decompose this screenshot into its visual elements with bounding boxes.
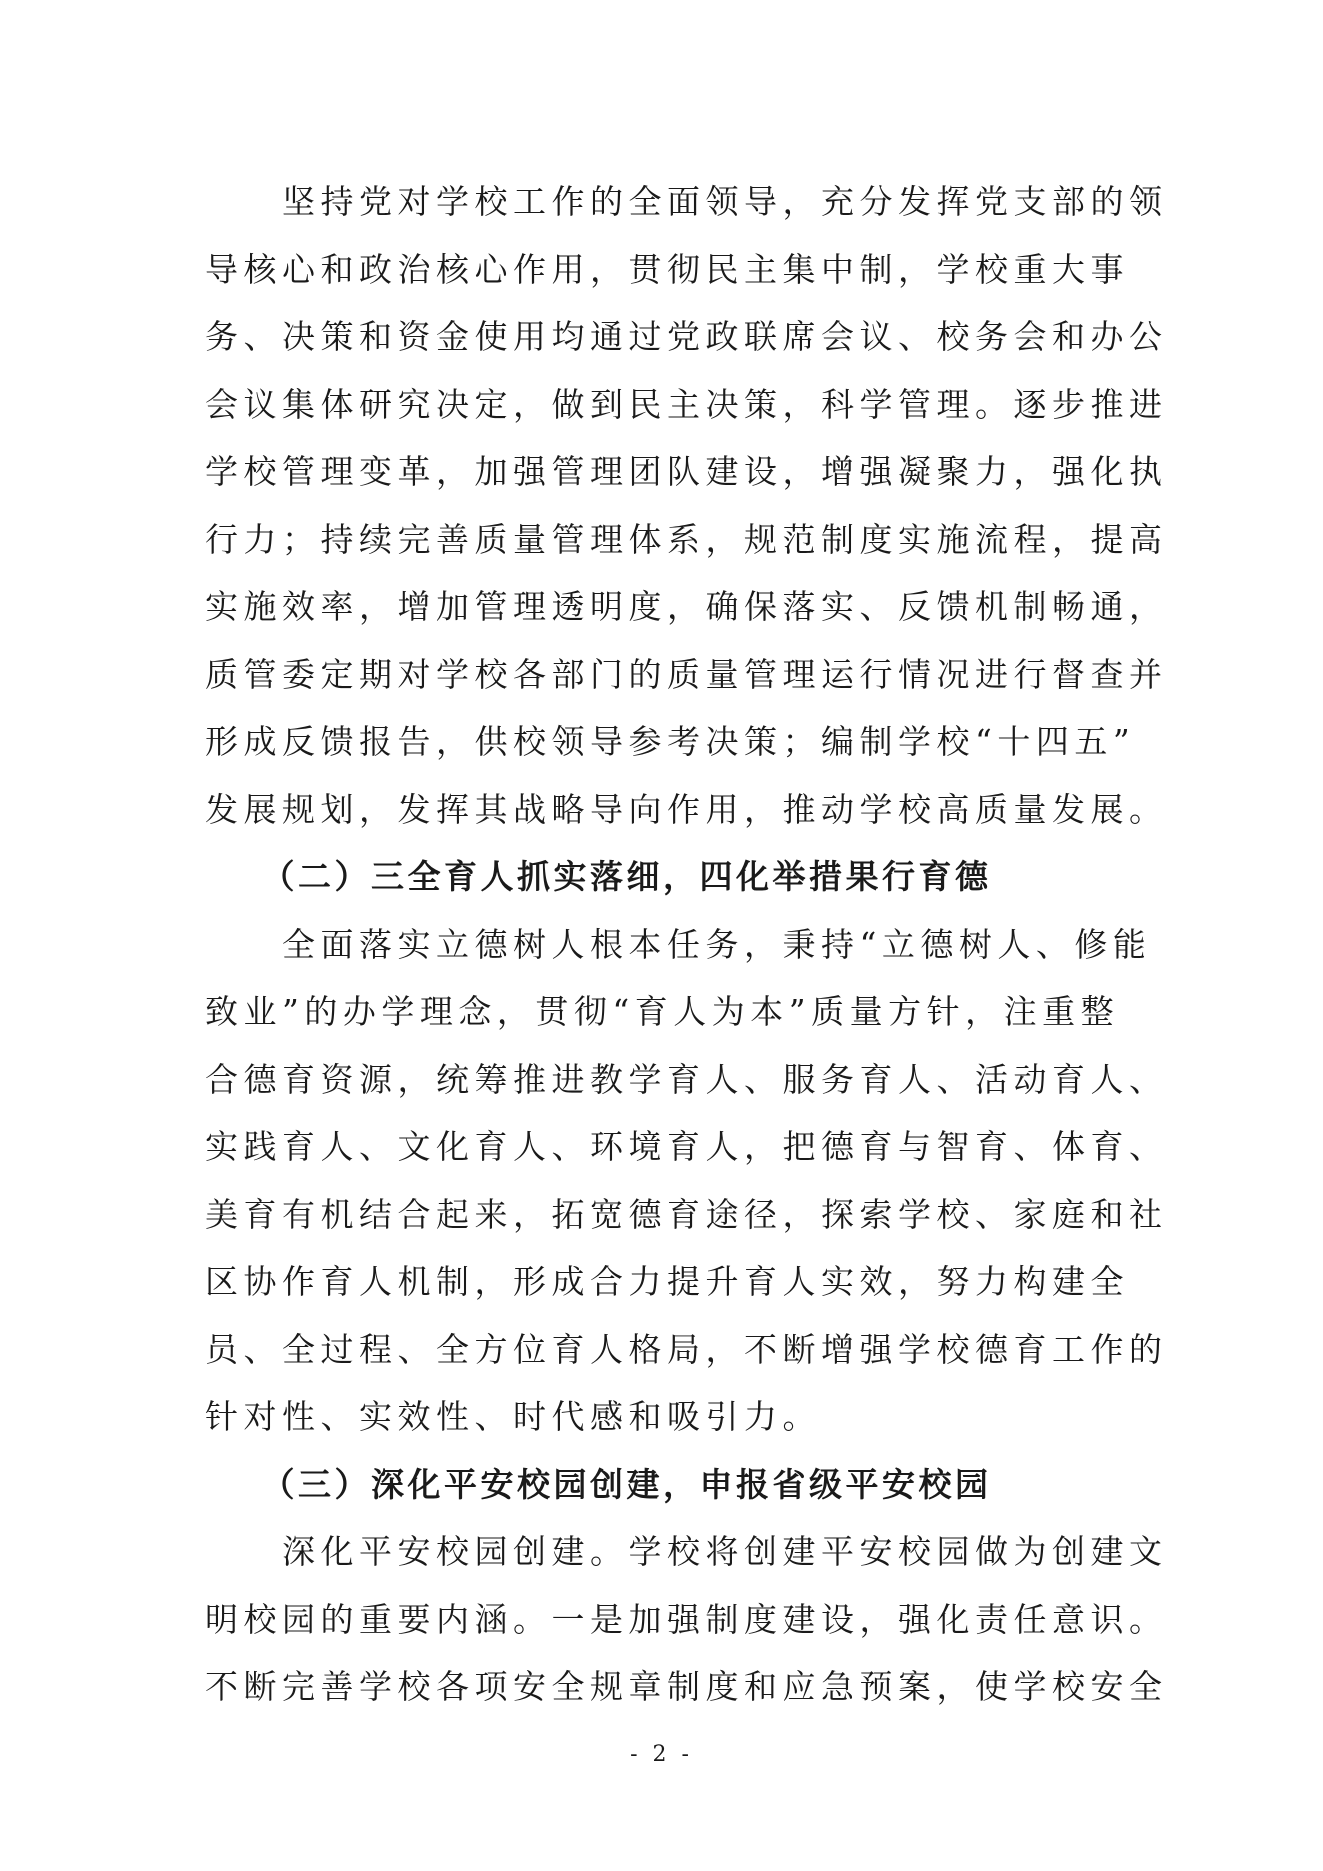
text-line: 致业”的办学理念，贯彻“育人为本”质量方针，注重整 [205, 992, 1120, 1031]
text-line: 针对性、实效性、时代感和吸引力。 [205, 1397, 821, 1436]
section-heading: （三）深化平安校园创建，申报省级平安校园 [205, 1464, 992, 1504]
text-line: 员、全过程、全方位育人格局，不断增强学校德育工作的 [205, 1329, 1168, 1369]
text-line: 不断完善学校各项安全规章制度和应急预案，使学校安全 [205, 1667, 1168, 1706]
text-line: 实践育人、文化育人、环境育人，把德育与智育、体育、 [205, 1127, 1168, 1166]
text-line: 发展规划，发挥其战略导向作用，推动学校高质量发展。 [205, 789, 1168, 829]
text-line: 合德育资源，统筹推进教学育人、服务育人、活动育人、 [205, 1059, 1168, 1099]
text-line: 明校园的重要内涵。一是加强制度建设，强化责任意识。 [205, 1599, 1168, 1639]
text-line: 学校管理变革，加强管理团队建设，增强凝聚力，强化执 [205, 452, 1168, 491]
body-text [205, 168, 1168, 1721]
text-line: 深化平安校园创建。学校将创建平安校园做为创建文 [205, 1532, 1168, 1571]
text-line: 导核心和政治核心作用，贯彻民主集中制，学校重大事 [205, 249, 1129, 289]
text-line: 坚持党对学校工作的全面领导，充分发挥党支部的领 [205, 182, 1168, 221]
text-line: 区协作育人机制，形成合力提升育人实效，努力构建全 [205, 1262, 1129, 1301]
text-line: 实施效率，增加管理透明度，确保落实、反馈机制畅通， [205, 587, 1168, 626]
text-line: 务、决策和资金使用均通过党政联席会议、校务会和办公 [205, 317, 1168, 356]
text-line: 会议集体研究决定，做到民主决策，科学管理。逐步推进 [205, 384, 1168, 424]
text-line: 行力；持续完善质量管理体系，规范制度实施流程，提高 [205, 519, 1168, 559]
text-line: 形成反馈报告，供校领导参考决策；编制学校“十四五” [205, 722, 1136, 761]
text-line: 全面落实立德树人根本任务，秉持“立德树人、修能 [205, 924, 1152, 964]
text-line: 美育有机结合起来，拓宽德育途径，探索学校、家庭和社 [205, 1194, 1168, 1234]
section-heading: （二）三全育人抓实落细，四化举措果行育德 [205, 857, 992, 896]
page-number: - 2 - [630, 1742, 693, 1767]
text-line: 质管委定期对学校各部门的质量管理运行情况进行督查并 [205, 654, 1168, 694]
